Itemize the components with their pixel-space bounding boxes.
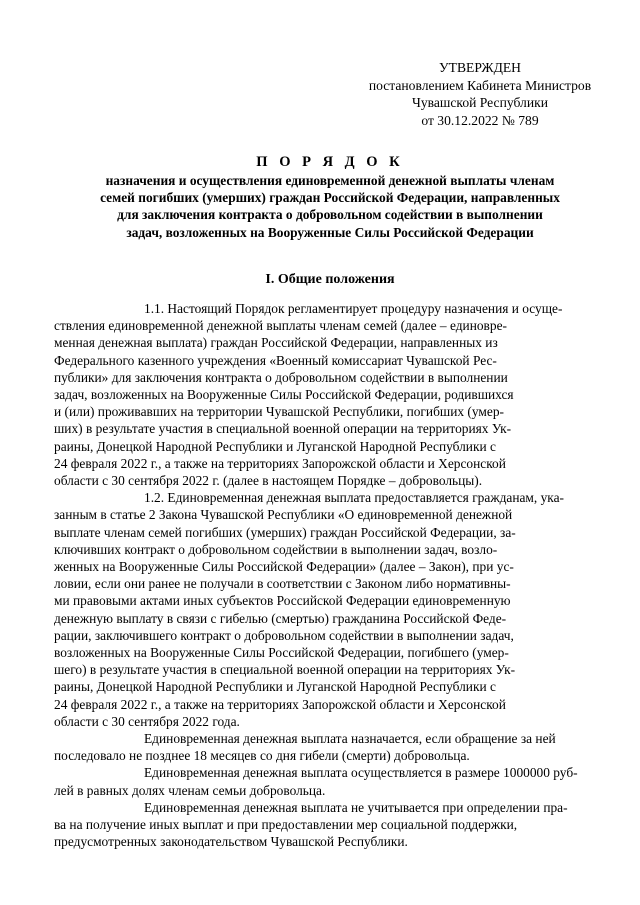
paragraph-line: и (или) проживавших на территории Чувашской Республики, погибших (умер- — [54, 404, 504, 420]
title-subtitle-line: для заключения контракта о добровольном содействии в выполнении — [117, 207, 543, 223]
paragraph-line: ших) в результате участия в специальной военной операции на территориях Ук- — [54, 421, 512, 437]
paragraph — [54, 799, 598, 851]
approval-line: от 30.12.2022 № 789 — [421, 112, 539, 128]
paragraph — [54, 730, 598, 764]
paragraph-line: Единовременная денежная выплата назначается, если обращение за ней — [144, 731, 556, 747]
approval-line: УТВЕРЖДЕН — [439, 60, 521, 75]
paragraph-line: 24 февраля 2022 г., а также на территориях Запорожской области и Херсонской — [54, 696, 506, 712]
title-subtitle-line: задач, возложенных на Вооруженные Силы Российской Федерации — [126, 224, 534, 240]
approval-line: постановлением Кабинета Министров — [368, 77, 592, 93]
paragraph-line: лей в равных долях членам семьи добровольца. — [54, 782, 326, 798]
paragraph-line: рации, заключившего контракт о добровольном содействии в выполнении задач, — [54, 627, 514, 643]
paragraph-line: возложенных на Вооруженные Силы Российской Федерации, погибшего (умер- — [54, 645, 509, 661]
paragraph — [54, 300, 598, 489]
paragraph-line: публики» для заключения контракта о добровольном содействии в выполнении — [54, 369, 508, 385]
paragraph-line: ловии, если они ранее не получали в соответствии с Законом либо нормативны- — [54, 576, 511, 592]
paragraph-line: менная денежная выплата) граждан Российской Федерации, направленных из — [54, 335, 498, 351]
paragraph-line: 24 февраля 2022 г., а также на территориях Запорожской области и Херсонской — [54, 455, 506, 471]
document-title — [70, 152, 590, 241]
paragraph-line: ва на получение иных выплат и при предоставлении мер социальной поддержки, — [54, 817, 518, 833]
paragraph-line: Единовременная денежная выплата осуществляется в размере 1000000 руб- — [144, 765, 578, 781]
paragraph-line: последовало не позднее 18 месяцев со дня гибели (смерти) добровольца. — [54, 748, 470, 764]
paragraph-line: женных на Вооруженные Силы Российской Федерации» (далее – Закон), при ус- — [54, 559, 514, 575]
paragraph-line: Единовременная денежная выплата не учитывается при определении пра- — [144, 799, 568, 815]
paragraph-line: области с 30 сентября 2022 г. (далее в настоящем Порядке – добровольцы). — [54, 473, 483, 489]
paragraph-line: предусмотренных законодательством Чувашской Республики. — [54, 834, 408, 850]
paragraph-line: раины, Донецкой Народной Республики и Луганской Народной Республики с — [54, 438, 496, 454]
paragraph-line: ми правовыми актами иных субъектов Российской Федерации единовременную — [54, 593, 511, 609]
title-subtitle-line: назначения и осуществления единовременной денежной выплаты членам — [105, 173, 555, 188]
paragraph-line: выплате членам семей погибших (умерших) граждан Российской Федерации, за- — [54, 524, 516, 540]
paragraph-line: шего) в результате участия в специальной военной операции на территориях Ук- — [54, 662, 516, 678]
paragraph-line: 1.1. Настоящий Порядок регламентирует процедуру назначения и осуще- — [144, 301, 563, 316]
paragraph-line: задач, возложенных на Вооруженные Силы Российской Федерации, родившихся — [54, 387, 514, 403]
paragraph — [54, 489, 598, 730]
title-subtitle-line: семей погибших (умерших) граждан Российской Федерации, направленных — [100, 190, 560, 206]
title-heading: П О Р Я Д О К — [256, 154, 404, 170]
body-text — [54, 300, 598, 851]
paragraph-line: денежную выплату в связи с гибелью (смертью) гражданина Российской Феде- — [54, 610, 507, 626]
approval-line: Чувашской Республики — [412, 95, 548, 110]
paragraph-line: области с 30 сентября 2022 года. — [54, 713, 240, 729]
paragraph-line: занным в статье 2 Закона Чувашской Республики «О единовременной денежной — [54, 507, 513, 523]
paragraph — [54, 764, 598, 798]
paragraph-line: ключивших контракт о добровольном содействии в выполнении задач, возло- — [54, 541, 498, 557]
approval-stamp — [360, 59, 600, 129]
paragraph-line: 1.2. Единовременная денежная выплата предоставляется гражданам, ука- — [144, 490, 565, 506]
paragraph-line: Федерального казенного учреждения «Военный комиссариат Чувашской Рес- — [54, 352, 497, 368]
paragraph-line: раины, Донецкой Народной Республики и Луганской Народной Республики с — [54, 679, 496, 695]
section-title: I. Общие положения — [265, 272, 395, 287]
paragraph-line: ствления единовременной денежной выплаты членам семей (далее – единовре- — [54, 318, 507, 334]
